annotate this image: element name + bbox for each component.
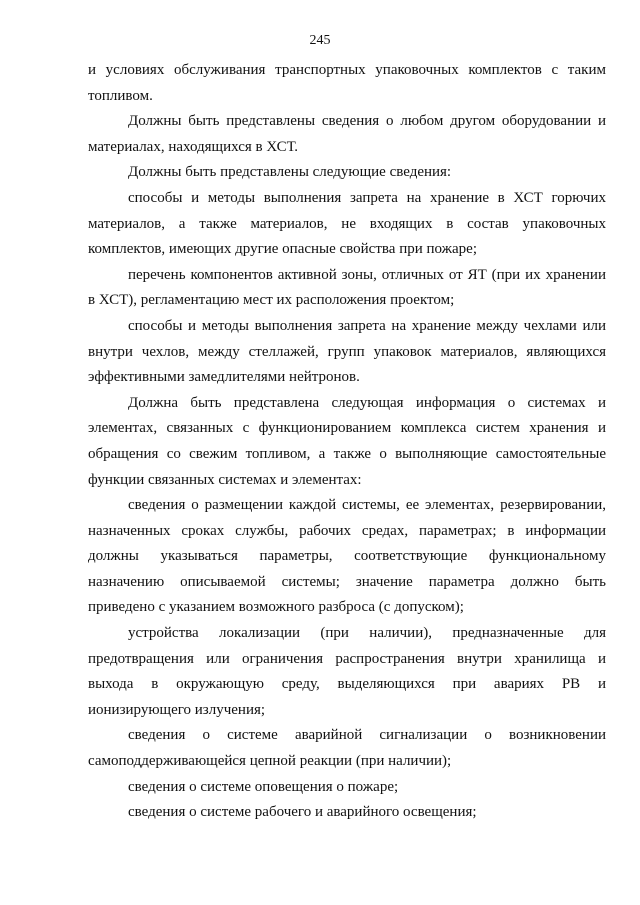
text-line: обращения со свежим топливом, а также о выполняющие самостоятельные (88, 445, 606, 462)
text-line: назначенных сроках службы, рабочих средах, параметрах; в информации (88, 522, 606, 539)
text-line: сведения о системе рабочего и аварийного освещения; (128, 804, 477, 821)
text-line: способы и методы выполнения запрета на хранение в ХСТ горючих (128, 189, 606, 206)
text-line: предотвращения или ограничения распространения внутри хранилища и (88, 650, 606, 667)
text-line: приведено с указанием возможного разброса (с допуском); (88, 599, 464, 616)
text-line: эффективными замедлителями нейтронов. (88, 369, 360, 386)
text-line: сведения о системе оповещения о пожаре; (128, 778, 399, 795)
text-line: должны указываться параметры, соответствующие функциональному (88, 548, 606, 565)
text-line: элементах, связанных с функционированием комплекса систем хранения и (88, 420, 606, 437)
text-line: сведения о размещении каждой системы, ее элементах, резервировании, (128, 497, 606, 514)
body-text (88, 58, 606, 826)
text-line: выхода в окружающую среду, выделяющихся при авариях РВ и (88, 676, 606, 693)
text-line: материалов, а также материалов, не входящих в состав упаковочных (88, 215, 606, 232)
text-line: функции связанных системах и элементах: (88, 471, 362, 488)
text-line: Должна быть представлена следующая информация о системах и (128, 394, 606, 411)
text-line: ионизирующего излучения; (88, 701, 266, 718)
text-line: назначению описываемой системы; значение параметра должно быть (88, 573, 606, 590)
text-line: способы и методы выполнения запрета на хранение между чехлами или (128, 317, 606, 334)
text-line: и условиях обслуживания транспортных упаковочных комплектов с таким (88, 62, 606, 78)
text-line: самоподдерживающейся цепной реакции (при наличии); (88, 753, 452, 770)
text-line: Должны быть представлены следующие сведения: (128, 164, 452, 181)
text-line: в ХСТ), регламентацию мест их расположения проектом; (88, 292, 455, 309)
page-number: 245 (309, 33, 331, 48)
text-line: топливом. (88, 87, 153, 104)
text-line: сведения о системе аварийной сигнализации о возникновении (128, 727, 606, 744)
text-line: комплектов, имеющих другие опасные свойства при пожаре; (88, 241, 477, 258)
text-line: внутри чехлов, между стеллажей, групп упаковок материалов, являющихся (88, 343, 606, 360)
text-line: материалах, находящихся в ХСТ. (88, 138, 299, 155)
text-line: устройства локализации (при наличии), предназначенные для (128, 625, 606, 642)
text-line: перечень компонентов активной зоны, отличных от ЯТ (при их хранении (128, 266, 606, 283)
text-line: Должны быть представлены сведения о любом другом оборудовании и (128, 113, 606, 130)
